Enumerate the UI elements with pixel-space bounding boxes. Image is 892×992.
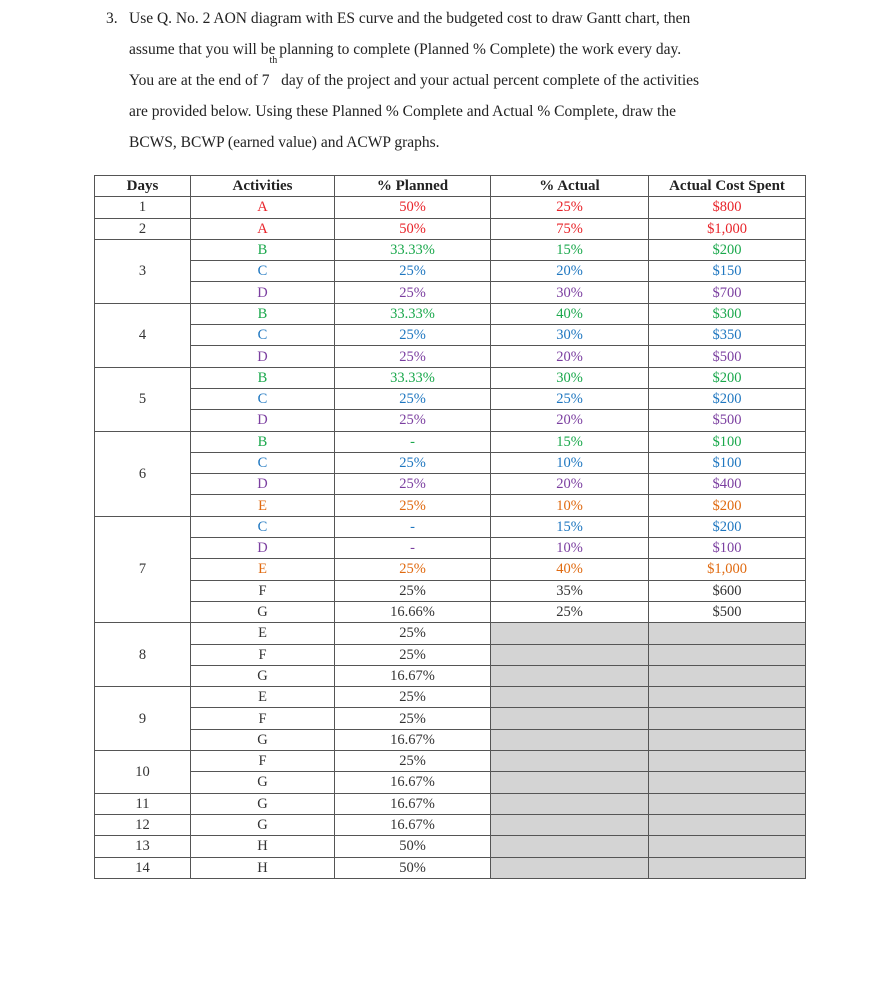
- actual-cell: [491, 772, 649, 793]
- planned-cell: 25%: [335, 580, 491, 601]
- activity-cell: G: [191, 793, 335, 814]
- planned-cell: 25%: [335, 388, 491, 409]
- table-row: [95, 388, 806, 409]
- day-cell: 12: [95, 814, 191, 835]
- day-cell: 6: [95, 431, 191, 516]
- planned-cell: 50%: [335, 857, 491, 878]
- table-row: [95, 665, 806, 686]
- cost-cell: [649, 814, 806, 835]
- cost-cell: $800: [649, 197, 806, 218]
- table-row: [95, 623, 806, 644]
- planned-cell: 16.67%: [335, 772, 491, 793]
- question-line-3-after: day of the project and your actual percent complete of the activities: [277, 72, 700, 89]
- cost-cell: $300: [649, 303, 806, 324]
- day-cell: 9: [95, 687, 191, 751]
- table-row: [95, 239, 806, 260]
- table-row: [95, 708, 806, 729]
- table-row: [95, 644, 806, 665]
- activity-cell: E: [191, 687, 335, 708]
- cost-cell: [649, 644, 806, 665]
- day-cell: 8: [95, 623, 191, 687]
- activity-cell: H: [191, 857, 335, 878]
- day-cell: 3: [95, 239, 191, 303]
- actual-cell: 25%: [491, 197, 649, 218]
- table-row: [95, 857, 806, 878]
- activity-cell: G: [191, 665, 335, 686]
- cost-cell: $600: [649, 580, 806, 601]
- planned-cell: 16.67%: [335, 729, 491, 750]
- activity-cell: F: [191, 644, 335, 665]
- table-row: [95, 601, 806, 622]
- table-row: [95, 431, 806, 452]
- question-line-2: assume that you will be planning to complete (Planned % Complete) the work every day.: [129, 41, 682, 58]
- header-actual: % Actual: [491, 176, 649, 197]
- cost-cell: [649, 729, 806, 750]
- actual-cell: 40%: [491, 303, 649, 324]
- cost-cell: [649, 623, 806, 644]
- planned-cell: -: [335, 516, 491, 537]
- actual-cell: 20%: [491, 346, 649, 367]
- actual-cell: [491, 623, 649, 644]
- activity-cell: B: [191, 431, 335, 452]
- cost-cell: [649, 708, 806, 729]
- planned-cell: 25%: [335, 559, 491, 580]
- planned-cell: 16.67%: [335, 814, 491, 835]
- planned-cell: 33.33%: [335, 239, 491, 260]
- schedule-table: [94, 175, 806, 879]
- planned-cell: 25%: [335, 261, 491, 282]
- question-text: [96, 3, 816, 158]
- table-row: [95, 538, 806, 559]
- activity-cell: D: [191, 282, 335, 303]
- actual-cell: 30%: [491, 282, 649, 303]
- question-line-4: are provided below. Using these Planned % Complete and Actual % Complete, draw the: [129, 103, 676, 120]
- day-cell: 14: [95, 857, 191, 878]
- activity-cell: A: [191, 197, 335, 218]
- actual-cell: [491, 729, 649, 750]
- table-row: [95, 261, 806, 282]
- actual-cell: 25%: [491, 601, 649, 622]
- actual-cell: 30%: [491, 325, 649, 346]
- actual-cell: 20%: [491, 474, 649, 495]
- activity-cell: E: [191, 495, 335, 516]
- table-row: [95, 729, 806, 750]
- cost-cell: $400: [649, 474, 806, 495]
- table-row: [95, 793, 806, 814]
- planned-cell: -: [335, 431, 491, 452]
- activity-cell: G: [191, 601, 335, 622]
- day-cell: 4: [95, 303, 191, 367]
- actual-cell: 35%: [491, 580, 649, 601]
- cost-cell: $100: [649, 452, 806, 473]
- planned-cell: 25%: [335, 346, 491, 367]
- table-body: [95, 197, 806, 879]
- activity-cell: B: [191, 367, 335, 388]
- question-line-3-before: You are at the end of 7: [129, 72, 270, 89]
- cost-cell: [649, 665, 806, 686]
- planned-cell: 25%: [335, 452, 491, 473]
- activity-cell: G: [191, 729, 335, 750]
- actual-cell: 25%: [491, 388, 649, 409]
- actual-cell: 30%: [491, 367, 649, 388]
- table-row: [95, 303, 806, 324]
- cost-cell: [649, 772, 806, 793]
- table-row: [95, 452, 806, 473]
- planned-cell: 16.67%: [335, 793, 491, 814]
- cost-cell: $700: [649, 282, 806, 303]
- table-row: [95, 772, 806, 793]
- question-line-3: [96, 55, 816, 96]
- planned-cell: 25%: [335, 708, 491, 729]
- table-row: [95, 687, 806, 708]
- activity-cell: B: [191, 239, 335, 260]
- planned-cell: 50%: [335, 836, 491, 857]
- cost-cell: $200: [649, 495, 806, 516]
- activity-cell: H: [191, 836, 335, 857]
- planned-cell: 25%: [335, 410, 491, 431]
- actual-cell: 10%: [491, 452, 649, 473]
- activity-cell: D: [191, 474, 335, 495]
- cost-cell: $500: [649, 601, 806, 622]
- cost-cell: [649, 687, 806, 708]
- planned-cell: 25%: [335, 474, 491, 495]
- cost-cell: $200: [649, 367, 806, 388]
- actual-cell: [491, 665, 649, 686]
- day-cell: 1: [95, 197, 191, 218]
- question-line-1-text: Use Q. No. 2 AON diagram with ES curve and the budgeted cost to draw Gantt chart, then: [129, 10, 691, 27]
- planned-cell: 50%: [335, 218, 491, 239]
- actual-cell: 10%: [491, 495, 649, 516]
- planned-cell: 25%: [335, 687, 491, 708]
- actual-cell: [491, 644, 649, 665]
- planned-cell: 16.67%: [335, 665, 491, 686]
- cost-cell: $100: [649, 538, 806, 559]
- activity-cell: C: [191, 325, 335, 346]
- activity-cell: G: [191, 772, 335, 793]
- table-header-row: [95, 176, 806, 197]
- actual-cell: 10%: [491, 538, 649, 559]
- ordinal-suffix: th: [269, 55, 278, 66]
- day-cell: 5: [95, 367, 191, 431]
- actual-cell: [491, 836, 649, 857]
- day-cell: 2: [95, 218, 191, 239]
- planned-cell: 25%: [335, 282, 491, 303]
- table-row: [95, 346, 806, 367]
- actual-cell: [491, 708, 649, 729]
- actual-cell: 20%: [491, 410, 649, 431]
- table-row: [95, 836, 806, 857]
- table-row: [95, 559, 806, 580]
- table-row: [95, 410, 806, 431]
- question-number: 3.: [106, 10, 118, 27]
- header-activities: Activities: [191, 176, 335, 197]
- activity-cell: A: [191, 218, 335, 239]
- table-row: [95, 580, 806, 601]
- planned-cell: -: [335, 538, 491, 559]
- activity-cell: G: [191, 814, 335, 835]
- table-row: [95, 367, 806, 388]
- cost-cell: $1,000: [649, 559, 806, 580]
- table-row: [95, 218, 806, 239]
- actual-cell: 15%: [491, 431, 649, 452]
- planned-cell: 25%: [335, 751, 491, 772]
- table-row: [95, 751, 806, 772]
- cost-cell: [649, 793, 806, 814]
- planned-cell: 16.66%: [335, 601, 491, 622]
- question-line-1: [96, 3, 816, 34]
- table-row: [95, 197, 806, 218]
- day-cell: 10: [95, 751, 191, 794]
- cost-cell: $500: [649, 346, 806, 367]
- header-planned: % Planned: [335, 176, 491, 197]
- day-cell: 7: [95, 516, 191, 622]
- actual-cell: [491, 857, 649, 878]
- planned-cell: 25%: [335, 623, 491, 644]
- activity-cell: F: [191, 580, 335, 601]
- cost-cell: $1,000: [649, 218, 806, 239]
- actual-cell: 40%: [491, 559, 649, 580]
- actual-cell: 75%: [491, 218, 649, 239]
- actual-cell: [491, 687, 649, 708]
- table-row: [95, 282, 806, 303]
- table-row: [95, 814, 806, 835]
- table-row: [95, 325, 806, 346]
- planned-cell: 25%: [335, 644, 491, 665]
- activity-cell: D: [191, 410, 335, 431]
- actual-cell: [491, 793, 649, 814]
- activity-cell: E: [191, 559, 335, 580]
- planned-cell: 33.33%: [335, 367, 491, 388]
- activity-cell: C: [191, 388, 335, 409]
- question-line-5: BCWS, BCWP (earned value) and ACWP graphs.: [129, 134, 440, 151]
- actual-cell: 15%: [491, 239, 649, 260]
- header-days: Days: [95, 176, 191, 197]
- actual-cell: [491, 751, 649, 772]
- table-row: [95, 516, 806, 537]
- cost-cell: [649, 836, 806, 857]
- table-row: [95, 495, 806, 516]
- planned-cell: 25%: [335, 325, 491, 346]
- table-row: [95, 474, 806, 495]
- actual-cell: [491, 814, 649, 835]
- activity-cell: D: [191, 346, 335, 367]
- cost-cell: $100: [649, 431, 806, 452]
- actual-cell: 20%: [491, 261, 649, 282]
- activity-cell: C: [191, 516, 335, 537]
- cost-cell: $500: [649, 410, 806, 431]
- cost-cell: $200: [649, 388, 806, 409]
- cost-cell: $350: [649, 325, 806, 346]
- activity-cell: D: [191, 538, 335, 559]
- day-cell: 13: [95, 836, 191, 857]
- actual-cell: 15%: [491, 516, 649, 537]
- header-actual-cost: Actual Cost Spent: [649, 176, 806, 197]
- cost-cell: $200: [649, 239, 806, 260]
- activity-cell: C: [191, 452, 335, 473]
- activity-cell: F: [191, 708, 335, 729]
- activity-cell: B: [191, 303, 335, 324]
- activity-cell: C: [191, 261, 335, 282]
- activity-cell: E: [191, 623, 335, 644]
- planned-cell: 33.33%: [335, 303, 491, 324]
- activity-cell: F: [191, 751, 335, 772]
- day-cell: 11: [95, 793, 191, 814]
- cost-cell: [649, 751, 806, 772]
- planned-cell: 50%: [335, 197, 491, 218]
- cost-cell: $200: [649, 516, 806, 537]
- planned-cell: 25%: [335, 495, 491, 516]
- cost-cell: [649, 857, 806, 878]
- cost-cell: $150: [649, 261, 806, 282]
